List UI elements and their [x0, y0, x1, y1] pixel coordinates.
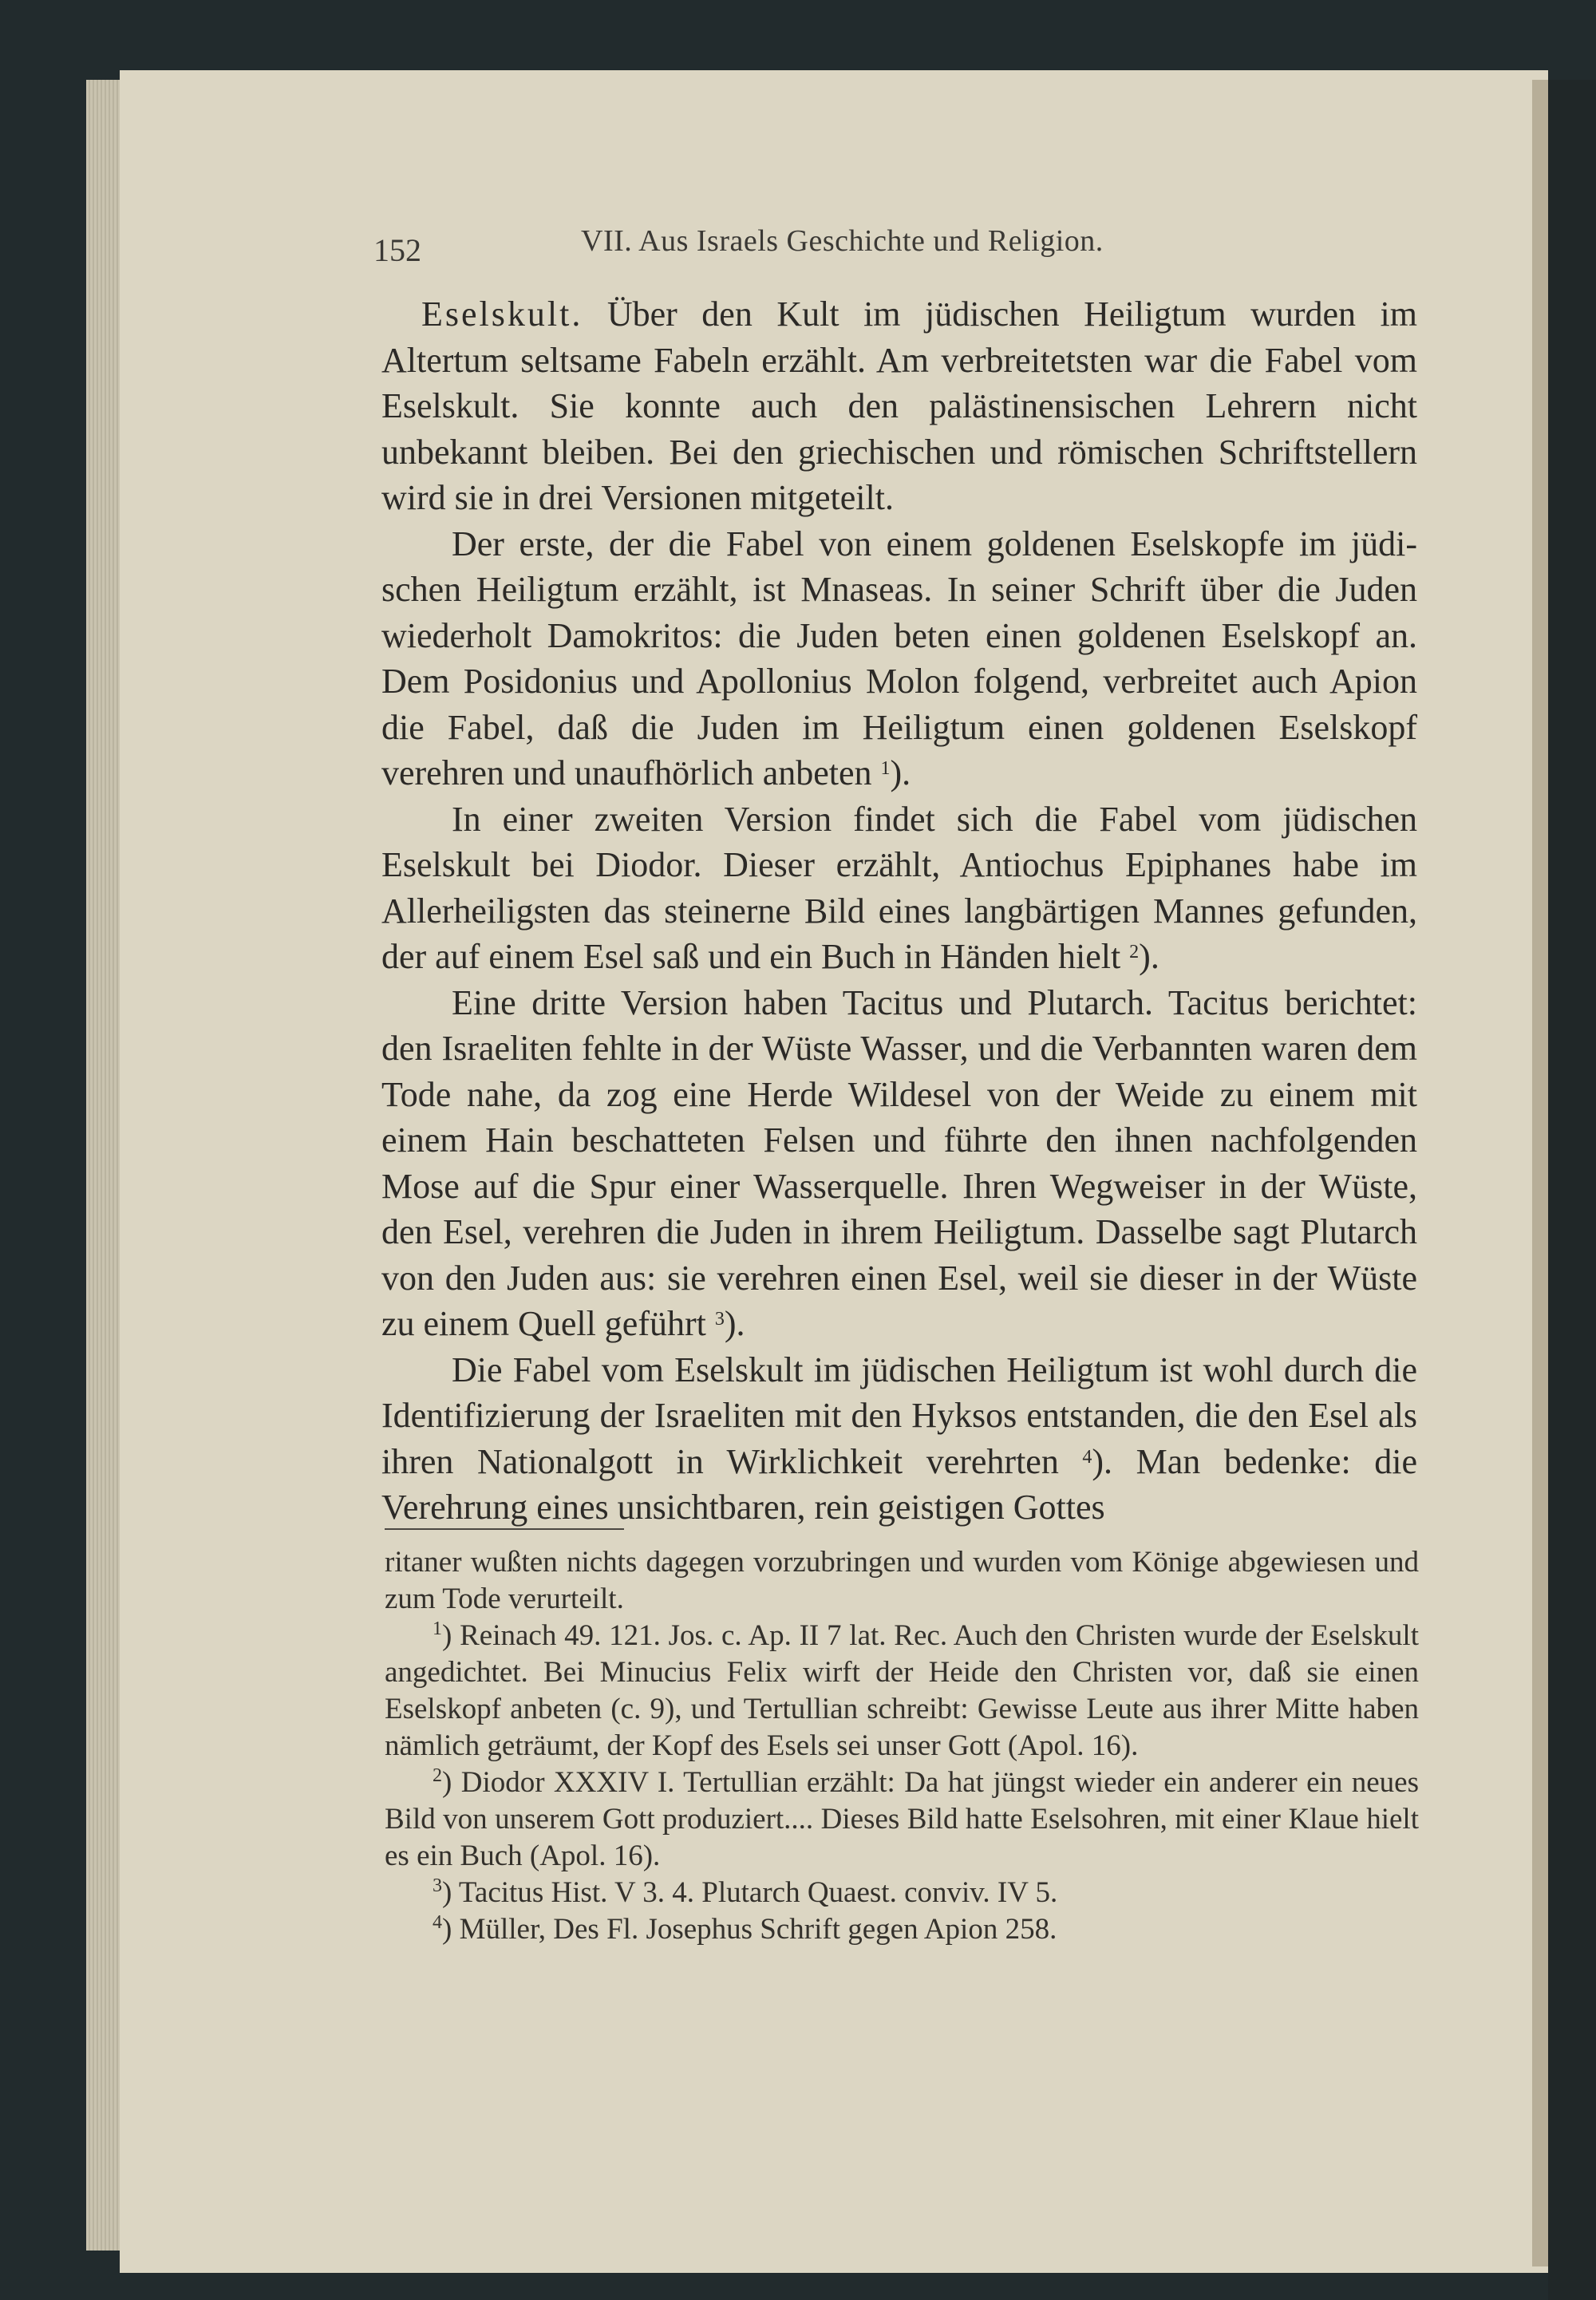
footnote-mark: 1	[433, 1618, 442, 1639]
footnote-ref: 4	[1082, 1446, 1092, 1468]
paragraph-text-end: ).	[1139, 937, 1159, 976]
footnote-text: ) Reinach 49. 121. Jos. c. Ap. II 7 lat. Rec. Auch den Christen wurde der Eselskult angedichtet. Bei Minucius Felix wirft der Heide den Christen vor, daß sie einen Eselskopf anbeten (c. 9), und Tertullian schreibt: Gewisse Leute aus ihrer Mitte haben nämlich geträumt, der Kopf des Esels sei unser Gott (Apol. 16).	[385, 1619, 1419, 1762]
paragraph-4	[381, 980, 1417, 1347]
footnote-4	[385, 1911, 1419, 1948]
paragraph-text-end: ). Man bedenke: die Verehrung eines unsichtbaren, rein geistigen Gottes	[381, 1441, 1418, 1527]
paragraph-text: Die Fabel vom Eselskult im jüdischen Heiligtum ist wohl durch die Identifizierung der Israeliten mit den Hyksos entstanden, die den Esel als ihren Nationalgott in Wirklichkeit verehrten	[381, 1350, 1417, 1481]
footnote-mark: 2	[433, 1765, 442, 1786]
paragraph-1	[381, 291, 1417, 521]
footnote-ref: 2	[1129, 942, 1140, 962]
footnote-mark: 3	[433, 1875, 442, 1896]
running-head	[373, 223, 1411, 271]
footnotes	[385, 1544, 1419, 1948]
section-lead: Eselskult.	[421, 294, 583, 334]
paragraph-text: Über den Kult im jüdischen Heiligtum wurden im Altertum seltsame Fabeln erzählt. Am verbreitetsten war die Fabel vom Eselskult. Sie konnte auch den palästinensischen Lehrern nicht unbekannt bleiben. Bei den griechischen und römischen Schriftstellern wird sie in drei Versionen mitgeteilt.	[381, 294, 1417, 517]
footnote-continuation: ritaner wußten nichts dagegen vorzubringen und wurden vom Könige abgewiesen und zum Tode verurteilt.	[385, 1546, 1419, 1615]
paragraph-text: Der erste, der die Fabel von einem goldenen Eselskopfe im jüdischen Heiligtum erzählt, ist Mnaseas. In seiner Schrift über die Juden wiederholt Damokritos: die Juden beten einen goldenen Eselskopf an. Dem Posidonius und Apollonius Molon folgend, verbreitet auch Apion die Fabel, daß die Juden im Heiligtum einen goldenen Eselskopf verehren und unaufhörlich anbeten	[381, 524, 1417, 792]
footnote-text: ) Müller, Des Fl. Josephus Schrift gegen Apion 258.	[442, 1913, 1057, 1946]
paragraph-text: In einer zweiten Version findet sich die Fabel vom jüdischen Eselskult bei Diodor. Dieser erzählt, Antiochus Epiphanes habe im Allerheiligsten das steinerne Bild eines langbärtigen Mannes gefunden, der auf einem Esel saß und ein Buch in Händen hielt	[381, 799, 1417, 976]
page-number: 152	[373, 232, 421, 268]
binding-gutter	[1532, 80, 1548, 2266]
footnote-ref: 1	[880, 758, 891, 779]
footnote-3	[385, 1875, 1419, 1911]
footnote-2	[385, 1765, 1419, 1875]
paragraph-text: Eine dritte Version haben Tacitus und Plutarch. Tacitus berichtet: den Israeliten fehlte in der Wüste Wasser, und die Verbannten waren dem Tode nahe, da zog eine Herde Wildesel von der Weide zu einem mit einem Hain beschatteten Felsen und führte den ihnen nachfolgenden Mose auf die Spur einer Wasserquelle. Ihren Wegweiser in der Wüste, den Esel, verehren die Juden in ihrem Heiligtum. Dasselbe sagt Plutarch von den Juden aus: sie verehren einen Esel, weil sie dieser in der Wüste zu einem Quell geführt	[381, 982, 1417, 1343]
footnote-separator	[385, 1528, 624, 1530]
paragraph-2	[381, 521, 1417, 796]
cover-edge	[1548, 80, 1596, 2300]
paragraph-5	[381, 1347, 1417, 1531]
footnote-mark: 4	[433, 1912, 442, 1933]
paragraph-3	[381, 796, 1417, 980]
footnote-text: ) Diodor XXXIV I. Tertullian erzählt: Da hat jüngst wieder ein anderer ein neues Bild von unserem Gott produziert.... Dieses Bild hatte Eselsohren, mit einer Klaue hielt es ein Buch (Apol. 16).	[385, 1766, 1419, 1872]
chapter-title: VII. Aus Israels Geschichte und Religion.	[581, 224, 1104, 258]
paragraph-text-end: ).	[890, 753, 911, 792]
footnote-ref: 3	[714, 1309, 725, 1330]
footnote-text: ) Tacitus Hist. V 3. 4. Plutarch Quaest. conviv. IV 5.	[442, 1876, 1058, 1909]
main-text	[381, 291, 1417, 1531]
paragraph-text-end: ).	[724, 1304, 745, 1343]
footnote-1	[385, 1618, 1419, 1765]
